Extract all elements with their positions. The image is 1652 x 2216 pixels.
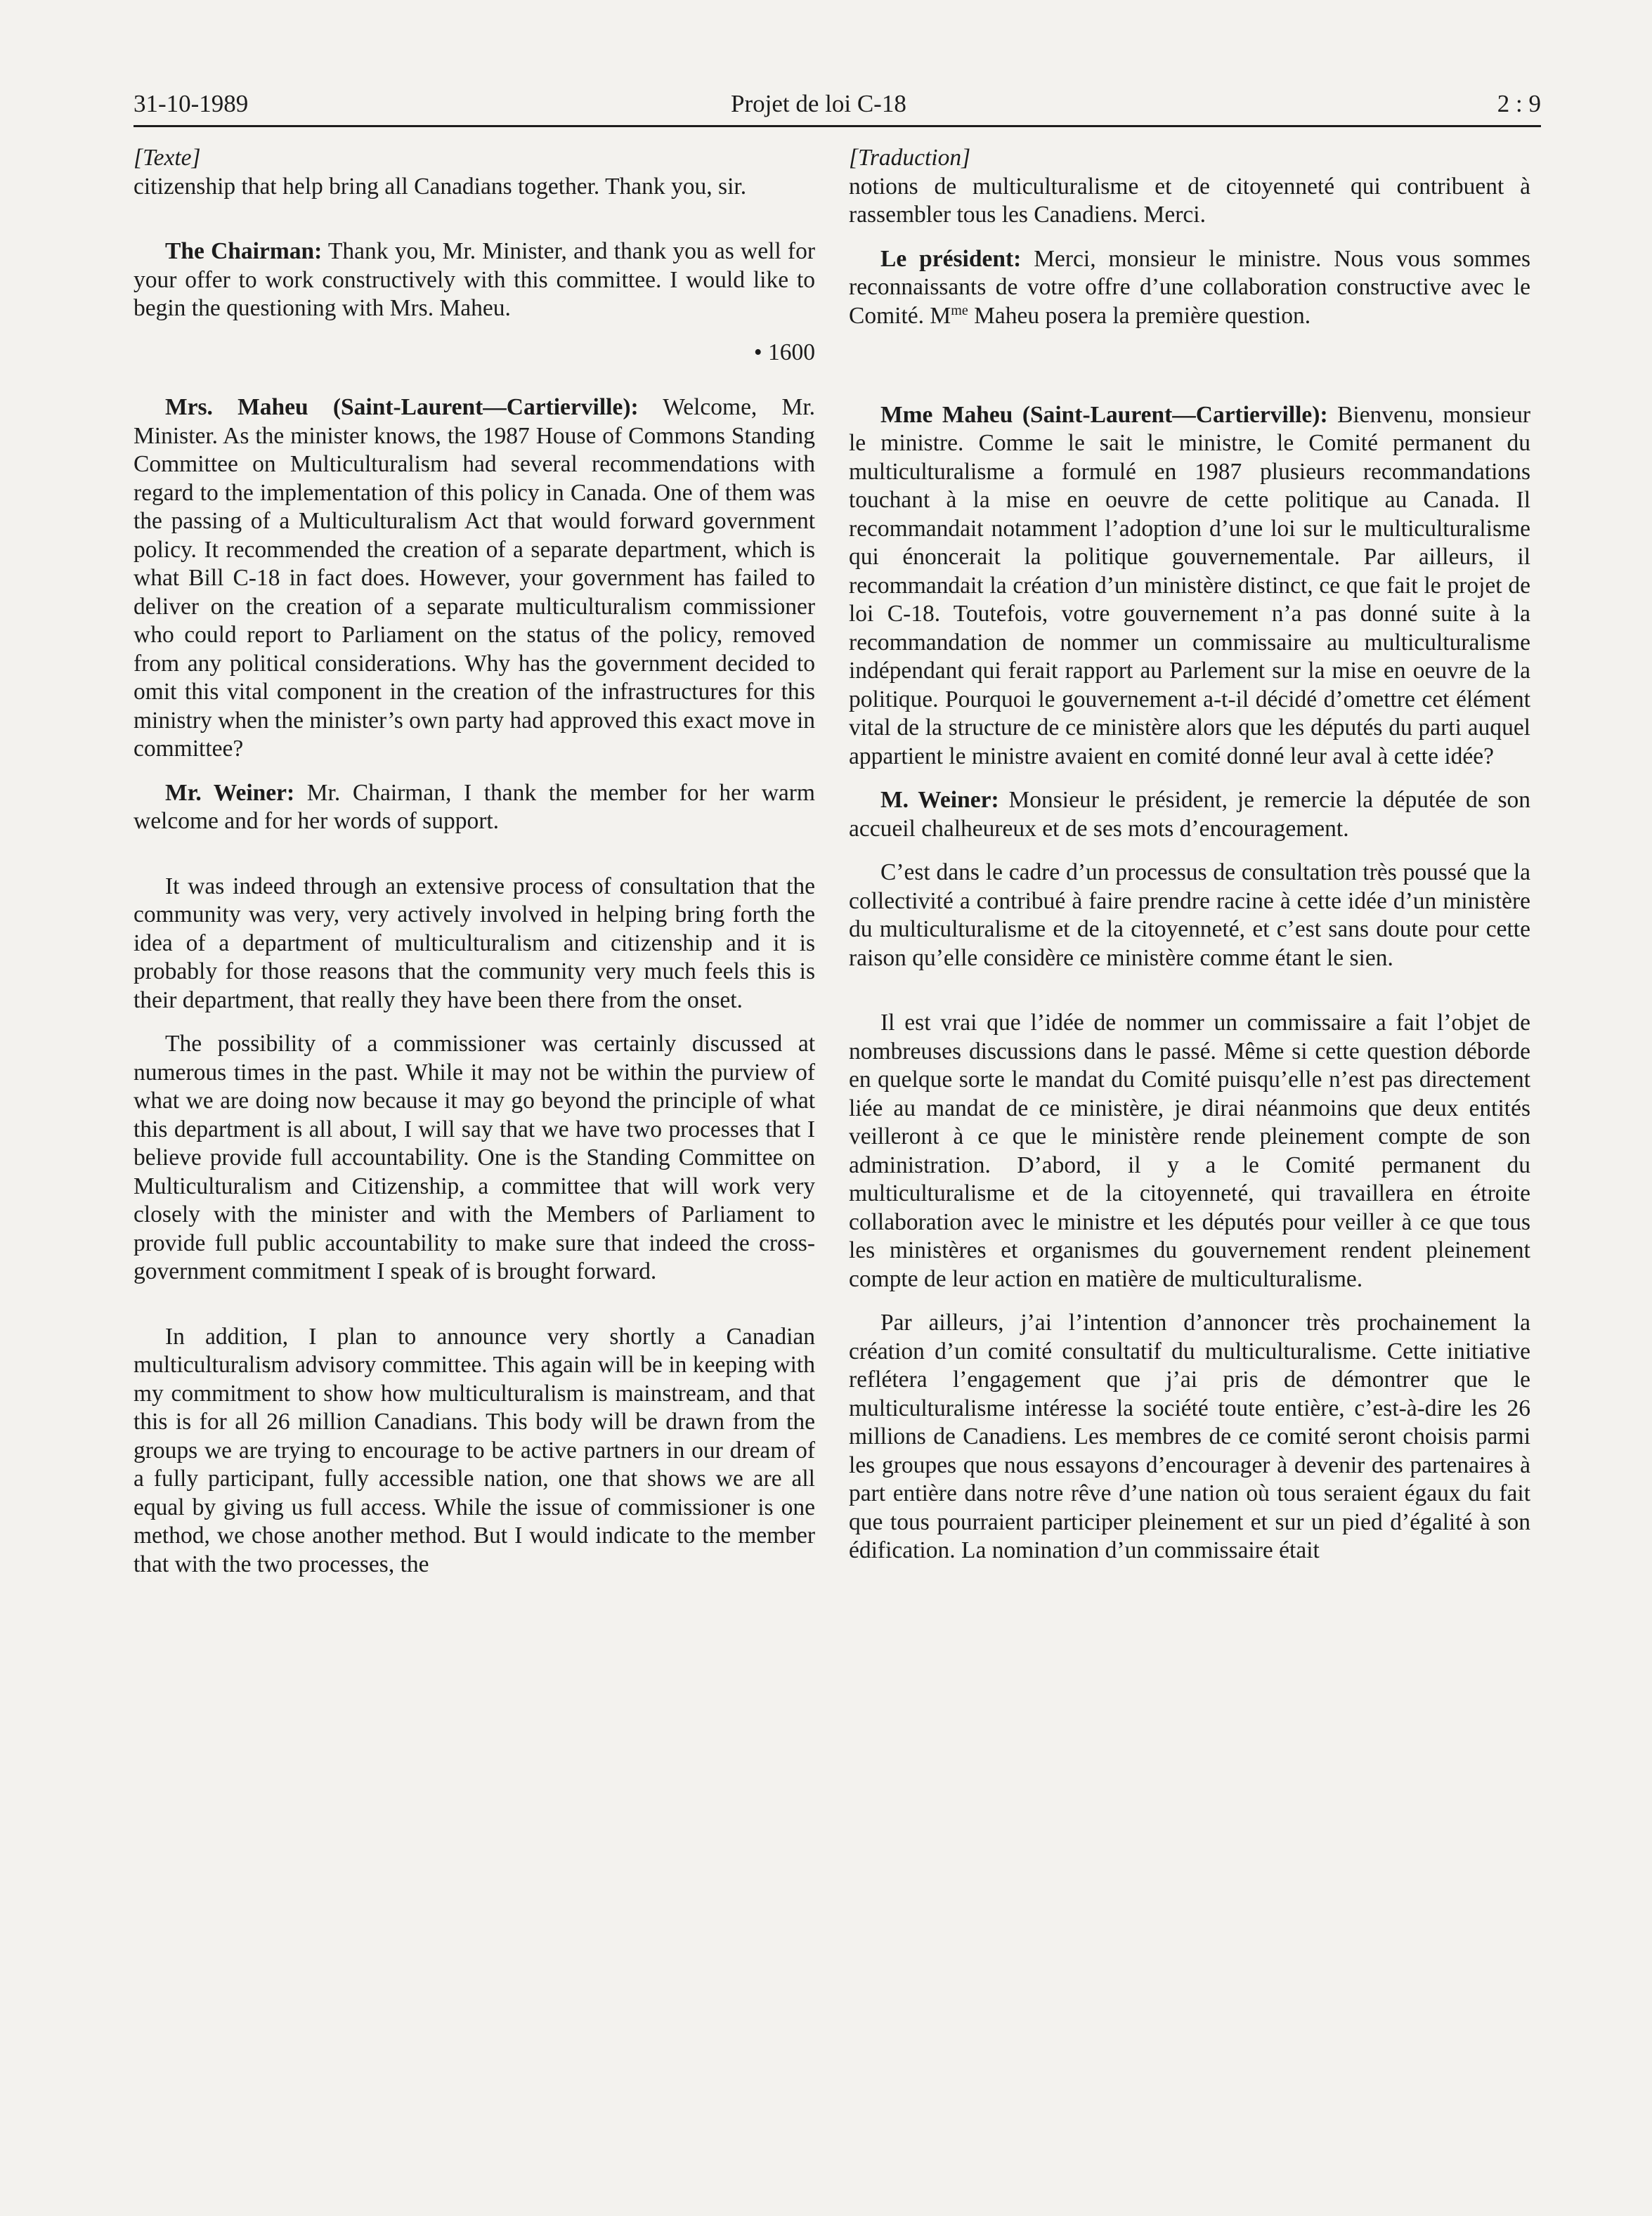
paragraph: The possibility of a commissioner was certainly discussed at numerous times in the past. While it may not be within the purview of what we are doing now because it may go beyond the principle of what this department is all about, I will say that we have two processes that I believe provide full accountability. One is the Standing Committee on Multiculturalism and Citizenship, a committee that will work very closely with the minister and with the Members of Parliament to provide full public accountability to make sure that indeed the cross-government commitment I speak of is brought forward. (134, 1031, 815, 1284)
paragraph: It was indeed through an extensive process of consultation that the community was very, very actively involved in helping bring forth the idea of a department of multiculturalism and citizenship and it is probably for those reasons that the community very much feels this is their department, that really they have been there from the onset. (134, 873, 815, 1013)
speech-text: Thank you, Mr. Minister, and thank you as well for your offer to work constructively with this committee. I would like to begin the questioning with Mrs. Maheu. (134, 238, 815, 321)
paragraph: Par ailleurs, j’ai l’intention d’annoncer très prochainement la création d’un comité consultatif du multiculturalisme. Cette initiative reflétera l’engagement que j’ai pris de démontrer que le multiculturalisme intéresse la société toute entière, c’est-à-dire les 26 millions de Canadiens. Les membres de ce comité seront choisis parmi les groupes que nous essayons d’encourager à devenir des partenaires à part entière dans notre rêve d’une nation où tous seraient égaux du fait que tous pourraient participer pleinement et sur un pied d’égalité à son édification. La nomination d’un commissaire était (849, 1310, 1530, 1563)
speech-maheu (134, 393, 815, 764)
time-marker: • 1600 (753, 339, 815, 365)
speaker-name: The Chairman: (165, 238, 323, 264)
speech-weiner (849, 786, 1530, 843)
time-spacer (849, 346, 1530, 374)
speech-maheu (849, 401, 1530, 771)
speaker-name: M. Weiner: (880, 787, 999, 813)
header-title: Projet de loi C-18 (731, 90, 906, 117)
speaker-name: Mr. Weiner: (165, 779, 295, 806)
speech-text: Maheu posera la première question. (968, 302, 1311, 329)
column-tag-texte: [Texte] (134, 145, 201, 171)
paragraph: citizenship that help bring all Canadians together. Thank you, sir. (134, 173, 747, 200)
paragraph: Il est vrai que l’idée de nommer un commissaire a fait l’objet de nombreuses discussions dans le passé. Même si cette question déborde en quelque sorte le mandat du Comité puisqu’elle n’est pas directement liée au mandat de ce ministère, je dirai néanmoins que deux entités veilleront à ce que le ministère rende pleinement compte de son administration. D’abord, il y a le Comité permanent du multiculturalisme et de la citoyenneté, qui travaillera en étroite collaboration avec le ministre et les députés pour veiller à ce que tous les ministères et organismes du gouvernement rendent pleinement compte de leur action en matière de multiculturalisme. (849, 1010, 1530, 1292)
french-column (849, 144, 1530, 1581)
paragraph: In addition, I plan to announce very shortly a Canadian multiculturalism advisory committee. This again will be in keeping with my commitment to show how multiculturalism is mainstream, and that this is for all 26 million Canadians. This body will be drawn from the groups we are trying to encourage to be active partners in our dream of a fully participant, fully accessible nation, one that shows we are all equal by giving us full access. While the issue of commissioner is one method, we chose another method. But I would indicate to the member that with the two processes, the (134, 1323, 815, 1577)
speech-text: Merci, monsieur le ministre. Nous vous sommes reconnaissants de votre offre d’une collaboration constructive avec le Comité. M (849, 245, 1530, 329)
header-rule (134, 125, 1541, 127)
speech-text: Welcome, Mr. Minister. As the minister knows, the 1987 House of Commons Standing Committee on Multiculturalism had several recommendations with regard to the implementation of this policy in Canada. One of them was the passing of a Multiculturalism Act that would forward government policy. It recommended the creation of a separate department, which is what Bill C-18 in fact does. However, your government has failed to deliver on the creation of a separate multiculturalism commissioner who could report to Parliament on the status of the policy, removed from any political considerations. Why has the government decided to omit this vital component in the creation of the infrastructures for this ministry when the minister’s own party had approved this exact move in committee? (134, 394, 815, 762)
header-page-number: 2 : 9 (1497, 90, 1541, 117)
speaker-name: Le président: (880, 245, 1022, 272)
speaker-name: Mrs. Maheu (Saint-Laurent—Cartierville): (165, 394, 639, 420)
speech-text: Mr. Chairman, I thank the member for her warm welcome and for her words of support. (134, 779, 815, 834)
speech-chairman (134, 237, 815, 323)
speech-president (849, 245, 1530, 331)
header-date: 31-10-1989 (134, 90, 249, 117)
english-column (134, 144, 815, 1594)
column-tag-traduction: [Traduction] (849, 145, 971, 171)
speech-weiner (134, 779, 815, 836)
speaker-name: Mme Maheu (Saint-Laurent—Cartierville): (880, 401, 1328, 428)
paragraph: C’est dans le cadre d’un processus de consultation très poussé que la collectivité a contribué à faire prendre racine à cette idée d’un ministère du multiculturalisme et de la citoyenneté, et c’est sans doute pour cette raison qu’elle considère ce ministère comme étant le sien. (849, 859, 1530, 971)
paragraph: notions de multiculturalisme et de citoyenneté qui contribuent à rassembler tous les Canadiens. Merci. (849, 173, 1530, 228)
speech-text: Monsieur le président, je remercie la députée de son accueil chalheureux et de ses mots d’encouragement. (849, 787, 1530, 842)
speech-text: Bienvenu, monsieur le ministre. Comme le sait le ministre, le Comité permanent du multiculturalisme a formulé en 1987 plusieurs recommandations touchant à la mise en oeuvre de cette politique au Canada. Il recommandait notamment l’adoption d’une loi sur le multiculturalisme qui énoncerait la politique gouvernementale. Par ailleurs, il recommandait la création d’un ministère distinct, ce que fait le projet de loi C-18. Toutefois, votre gouvernement n’a pas donné suite à la recommandation de nommer un commissaire au multiculturalisme indépendant qui ferait rapport au Parlement sur la mise en oeuvre de la politique. Pourquoi le gouvernement a-t-il décidé d’omettre cet élément vital de la structure de ce ministère alors que les députés du parti auquel appartient le ministre avaient en comité donné leur aval à cette idée? (849, 401, 1530, 769)
superscript: me (951, 302, 968, 318)
